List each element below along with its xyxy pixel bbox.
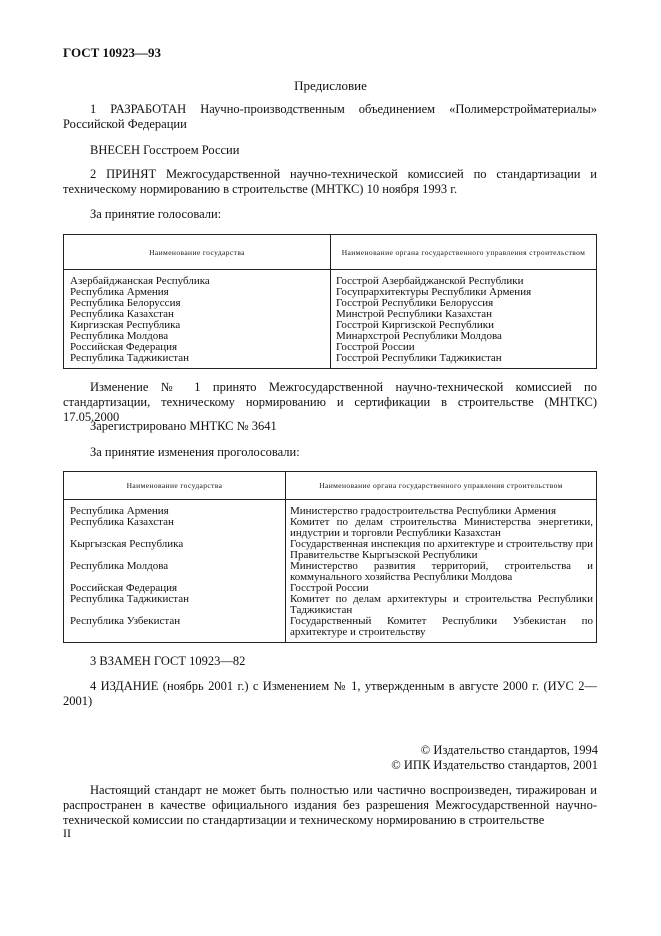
voting-table — [63, 234, 597, 369]
authority-cell: Государственный Комитет Республики Узбекистан по архитектуре и строительству — [286, 616, 597, 643]
votes-label: За принятие голосовали: — [90, 207, 222, 221]
authority-cell: Комитет по делам архитектуры и строительства Республики Таджикистан — [286, 594, 597, 616]
authority-cell: Министерство развития территорий, строительства и коммунального хозяйства Республики Молдова — [286, 561, 597, 583]
state-cell: Республика Армения — [70, 505, 169, 517]
table-header-state: Наименование государства — [64, 472, 286, 500]
amendment-voting-table — [63, 471, 597, 643]
table-row — [64, 270, 597, 288]
table-row — [64, 539, 597, 561]
authority-cell: Госстрой России — [286, 583, 597, 594]
state-cell: Республика Узбекистан — [70, 615, 181, 627]
edition-paragraph: 4 ИЗДАНИЕ (ноябрь 2001 г.) с Изменением № 1, утвержденным в августе 2000 г. (ИУС 2—2001) — [63, 679, 597, 708]
amendment-paragraph: Изменение № 1 принято Межгосударственной научно-технической комиссией по стандартизации, техническому нормированию и сертификации в строительстве (МНТКС) 17.05.2000 — [63, 380, 597, 424]
table-header-state: Наименование государства — [64, 235, 331, 270]
state-cell: Республика Молдова — [70, 560, 169, 572]
state-cell: Республика Белоруссия — [70, 297, 181, 309]
state-cell: Республика Таджикистан — [70, 352, 189, 364]
replaces-paragraph: 3 ВЗАМЕН ГОСТ 10923—82 — [90, 654, 246, 668]
state-cell: Российская Федерация — [70, 341, 178, 353]
state-cell: Киргизская Республика — [70, 319, 181, 331]
authority-cell: Госстрой Республики Таджикистан — [331, 353, 597, 369]
table-row — [64, 594, 597, 616]
document-code: ГОСТ 10923—93 — [63, 45, 162, 60]
developed-paragraph: 1 РАЗРАБОТАН Научно-производственным объединением «Полимерстройматериалы» Российской Федерации — [63, 102, 597, 131]
page-title: Предисловие — [294, 78, 367, 93]
amendment-votes-label: За принятие изменения проголосовали: — [90, 445, 300, 459]
authority-cell: Минархстрой Республики Молдова — [331, 331, 597, 342]
authority-cell: Минстрой Республики Казахстан — [331, 309, 597, 320]
reproduction-notice: Настоящий стандарт не может быть полностью или частично воспроизведен, тиражирован и распространен в качестве официального издания без разрешения Межгосударственной научно-технической комиссии по стандартизации и техническому нормированию в строительстве — [63, 783, 597, 827]
introduced-paragraph: ВНЕСЕН Госстроем России — [90, 143, 240, 157]
authority-cell: Госупрархитектуры Республики Армения — [331, 287, 597, 298]
state-cell: Республика Армения — [70, 286, 169, 298]
authority-cell: Госстрой Азербайджанской Республики — [331, 270, 597, 288]
adopted-paragraph: 2 ПРИНЯТ Межгосударственной научно-технической комиссией по стандартизации и техническому нормированию в строительстве (МНТКС) 10 ноября 1993 г. — [63, 167, 597, 196]
authority-cell: Госстрой России — [331, 342, 597, 353]
table-row — [64, 561, 597, 583]
state-cell: Республика Молдова — [70, 330, 169, 342]
page-number: II — [63, 826, 71, 840]
authority-cell: Госстрой Республики Белоруссия — [331, 298, 597, 309]
table-header-authority: Наименование органа государственного управления строительством — [331, 235, 597, 270]
state-cell: Республика Таджикистан — [70, 593, 189, 605]
authority-cell: Государственная инспекция по архитектуре и строительству при Правительстве Кыргызской Республики — [286, 539, 597, 561]
state-cell: Республика Казахстан — [70, 308, 174, 320]
state-cell: Кыргызская Республика — [70, 538, 184, 550]
authority-cell: Госстрой Киргизской Республики — [331, 320, 597, 331]
state-cell: Республика Казахстан — [70, 516, 174, 528]
table-row — [64, 616, 597, 643]
copyright-line: © Издательство стандартов, 1994 — [420, 743, 598, 757]
table-row — [64, 500, 597, 518]
table-row — [64, 517, 597, 539]
state-cell: Российская Федерация — [70, 582, 178, 594]
registration-paragraph: Зарегистрировано МНТКС № 3641 — [90, 419, 277, 433]
authority-cell: Министерство градостроительства Республики Армения — [286, 500, 597, 518]
authority-cell: Комитет по делам строительства Министерства энергетики, индустрии и торговли Республики Казахстан — [286, 517, 597, 539]
table-header-authority: Наименование органа государственного управления строительством — [286, 472, 597, 500]
state-cell: Азербайджанская Республика — [70, 275, 210, 287]
table-row — [64, 353, 597, 369]
copyright-line: © ИПК Издательство стандартов, 2001 — [391, 758, 598, 772]
